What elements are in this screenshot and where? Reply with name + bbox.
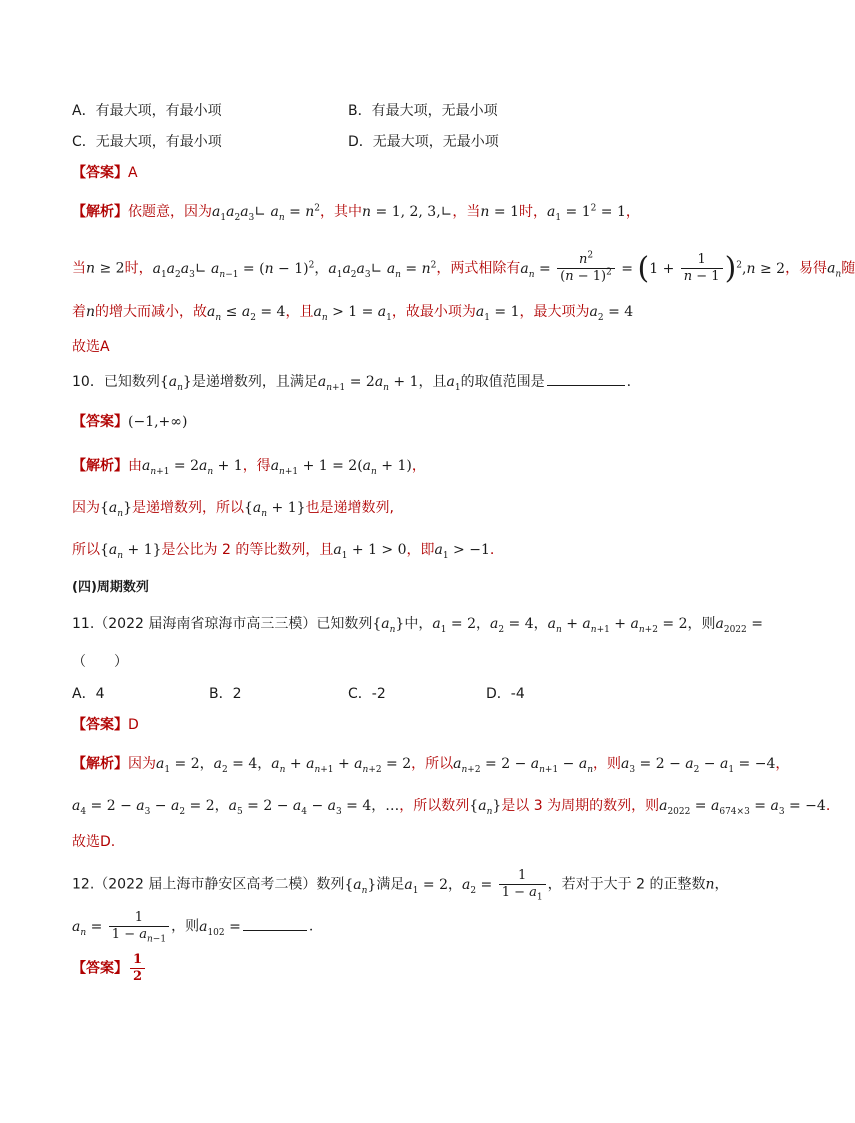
formula: $a_1a_2a_3∟$ $a_{n-1} = (n - 1)^2$，$a_1a_2a_3∟$ $a_n = n^2$	[152, 259, 437, 280]
section-heading: (四)周期数列	[72, 580, 149, 595]
formula: $a_1 > -1$	[434, 542, 490, 561]
formula: $a_{n+1} = 2a_n + 1$	[317, 374, 419, 393]
q9-answer	[72, 163, 138, 183]
formula: $a_4 = 2 - a_3 - a_2 = 2$，$a_5 = 2 - a_4 - a_3 = 4$，…	[72, 798, 400, 817]
answer-value: A	[128, 165, 138, 181]
q9-option-c: C．无最大项，有最小项	[72, 134, 222, 150]
answer-fraction: $\frac{1}{2}$	[130, 952, 145, 985]
q11-option-d: D．-4	[486, 686, 525, 702]
q11-paren: （ ）	[72, 654, 128, 670]
formula: $a_n$ = $\frac{1}{1 - a_{n-1}}$	[72, 919, 171, 935]
q9-option-a: A．有最大项，有最小项	[72, 103, 222, 119]
formula: $\{a_n\}$	[100, 500, 132, 519]
q10-stem: 10．已知数列$\{a_n\}$是递增数列，且满足$a_{n+1} = 2a_n + 1$，且$a_1$的取值范围是 .	[72, 374, 632, 393]
formula: $a_1a_2a_3∟$ $a_n = n^2$	[212, 203, 321, 223]
formula: n = 1	[480, 204, 519, 220]
q10-answer: 【答案】(−1,+∞)	[72, 414, 188, 430]
q11-option-a: A．4	[72, 686, 105, 702]
answer-blank	[243, 918, 307, 931]
q11-option-b: B．2	[209, 686, 242, 702]
formula: $a_1 + 1 > 0$	[333, 542, 407, 561]
q9-option-d: D．无最大项，无最小项	[348, 134, 499, 150]
q9-option-b: B．有最大项，无最小项	[348, 103, 498, 119]
q12-answer: 【答案】 $\frac{1}{2}$	[72, 952, 147, 985]
formula: $\{a_n\}$	[372, 616, 405, 635]
answer-blank	[547, 373, 625, 386]
formula: $a_3 = 2 - a_2 - a_1 = -4$	[620, 756, 776, 775]
formula: $a_n$ = $\frac{n^2}{(n - 1)^2}$ = (1 + $\frac{1}{n - 1}$ )$^2$,n ≥ 2	[520, 250, 786, 286]
analysis-tag: 【解析】	[72, 204, 128, 220]
formula: $a_n > 1 = a_1$	[313, 304, 392, 323]
q10-analysis-line-1: 【解析】由$a_{n+1} = 2a_n + 1$，得$a_{n+1} + 1 = 2(a_n + 1)$，	[72, 458, 426, 477]
formula: $\{a_n\}$	[344, 876, 377, 896]
answer-tag: 【答案】	[72, 165, 128, 181]
q9-conclusion: 故选A	[72, 339, 110, 355]
q9-analysis-line-1: 【解析】依题意，因为$a_1a_2a_3∟$ $a_n = n^2$，其中n = 1, 2, 3,∟，当n = 1时，$a_1 = 1^2 = 1$，	[72, 203, 640, 223]
formula: $\{a_n + 1\}$	[100, 542, 162, 561]
formula: $a_n \le a_2 = 4$	[207, 304, 286, 323]
formula: $\{a_n\}$	[159, 374, 192, 393]
q11-analysis-line-1: 【解析】因为$a_1 = 2$，$a_2 = 4$，$a_n + a_{n+1} + a_{n+2} = 2$，所以$a_{n+2} = 2 - a_{n+1} - a_n$，则$a_3 = 2 - a_2 - a_1 = -4$，	[72, 756, 790, 775]
formula: n ≥ 2	[86, 260, 125, 277]
q9-analysis-line-2: 当n ≥ 2时，$a_1a_2a_3∟$ $a_{n-1} = (n - 1)^2$，$a_1a_2a_3∟$ $a_n = n^2$，两式相除有$a_n$ = $\frac{n^2}{(n - 1)^2}$ = (1 + $\frac{1}{n - 1}$ )$^2$,n ≥ 2，易得$a_n$随	[72, 250, 855, 286]
q10-analysis-line-3: 所以$\{a_n + 1\}$是公比为 2 的等比数列，且$a_1 + 1 > 0$，即$a_1 > -1$.	[72, 542, 495, 561]
formula: $a_{n+2} = 2 - a_{n+1} - a_n$	[453, 756, 593, 775]
formula: $\{a_n + 1\}$	[244, 500, 306, 519]
formula: $\{a_n\}$	[469, 798, 502, 817]
formula: $a_1 = 2$，$a_2$ = $\frac{1}{1 - a_1}$	[404, 877, 547, 893]
formula: $a_1 = 1^2 = 1$	[546, 203, 626, 223]
formula: $a_{2022}$ =	[715, 616, 763, 635]
q11-option-c: C．-2	[348, 686, 386, 702]
answer-value: (−1,+∞)	[128, 414, 188, 430]
answer-value: D	[128, 717, 139, 733]
q12-stem-line-1: 12.（2022 届上海市静安区高考二模）数列$\{a_n\}$满足$a_1 = 2$，$a_2$ = $\frac{1}{1 - a_1}$ ，若对于大于 2 的正整数n，	[72, 868, 729, 903]
q11-analysis-line-2: $a_4 = 2 - a_3 - a_2 = 2$，$a_5 = 2 - a_4 - a_3 = 4$，…，所以数列$\{a_n\}$是以 3 为周期的数列，则$a_{2022} = a_{674\times 3} = a_3 = -4$.	[72, 798, 831, 817]
q12-stem-line-2: $a_n$ = $\frac{1}{1 - a_{n-1}}$ ，则$a_{102}$ = .	[72, 910, 314, 945]
q11-answer: 【答案】D	[72, 717, 139, 733]
formula: $a_{102}$ =	[199, 918, 241, 938]
formula: $a_2 = 4$	[589, 304, 634, 323]
formula: $a_1 = 2$，$a_2 = 4$，$a_n + a_{n+1} + a_{n+2} = 2$	[432, 616, 688, 635]
formula: $a_{n+1} + 1 = 2(a_n + 1)$	[270, 458, 412, 477]
q11-stem: 11.（2022 届海南省琼海市高三三模）已知数列$\{a_n\}$中，$a_1 = 2$，$a_2 = 4$，$a_n + a_{n+1} + a_{n+2} = 2$，则$a_{2022}$ =	[72, 616, 763, 635]
q10-analysis-line-2: 因为$\{a_n\}$是递增数列，所以$\{a_n + 1\}$也是递增数列,	[72, 500, 394, 519]
formula: $a_1 = 2$，$a_2 = 4$，$a_n + a_{n+1} + a_{n+2} = 2$	[156, 756, 412, 775]
q11-conclusion: 故选D.	[72, 834, 116, 850]
formula: $a_1 = 1$	[475, 304, 520, 323]
formula: $a_{2022} = a_{674\times 3} = a_3 = -4$	[659, 798, 826, 817]
formula: $a_{n+1} = 2a_n + 1$	[142, 458, 243, 477]
formula: n = 1, 2, 3,∟	[362, 204, 453, 220]
q9-analysis-line-3: 着n的增大而减小，故$a_n \le a_2 = 4$，且$a_n > 1 = a_1$，故最小项为$a_1 = 1$，最大项为$a_2 = 4$	[72, 304, 634, 323]
